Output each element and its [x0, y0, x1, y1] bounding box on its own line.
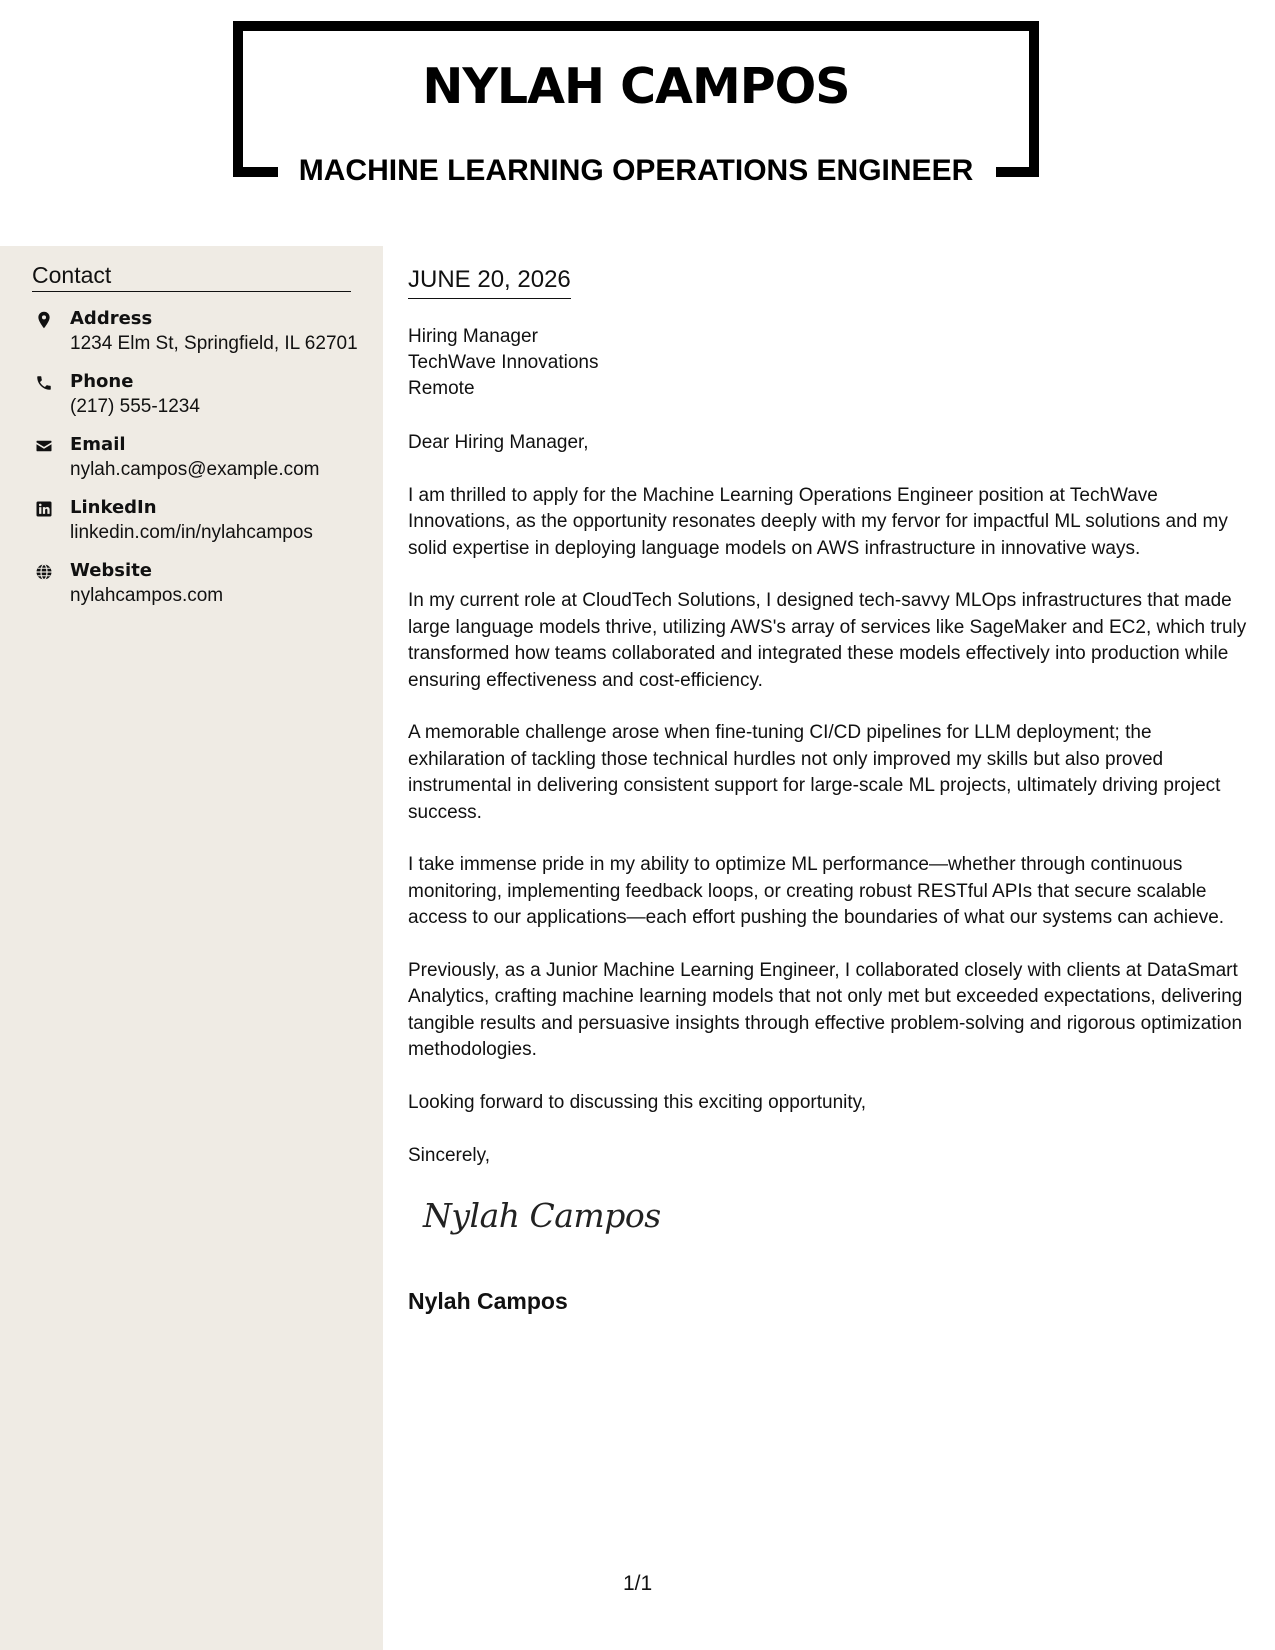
- letter-paragraph: I take immense pride in my ability to optimize ML performance—whether through continuous monitoring, implementing feedback loops, or creating robust RESTful APIs that secure scalable access to our applications—each effort pushing the boundaries of what our systems can achieve.: [408, 854, 1225, 928]
- letter-paragraph: In my current role at CloudTech Solutions, I designed tech-savvy MLOps infrastructures that made large language models thrive, utilizing AWS's array of services like SageMaker and EC2, which truly transformed how teams collaborated and integrated these models effectively into production while ensuring effectiveness and cost-efficiency.: [408, 590, 1247, 691]
- recipient-name: Hiring Manager: [408, 326, 538, 347]
- job-title: MACHINE LEARNING OPERATIONS ENGINEER: [298, 154, 974, 187]
- signer-name: Nylah Campos: [408, 1288, 568, 1314]
- envelope-icon: [35, 437, 53, 455]
- applicant-name: NYLAH CAMPOS: [422, 58, 850, 115]
- page-number: 1/1: [623, 1572, 653, 1595]
- letter-date: JUNE 20, 2026: [408, 266, 571, 299]
- contact-label: Phone: [70, 371, 134, 392]
- contact-email-value[interactable]: nylah.campos@example.com: [70, 459, 320, 480]
- contact-phone-value: (217) 555-1234: [70, 396, 200, 417]
- contact-website-value[interactable]: nylahcampos.com: [70, 585, 224, 606]
- letter-paragraph: Previously, as a Junior Machine Learning Engineer, I collaborated closely with clients at DataSmart Analytics, crafting machine learning models that not only met but exceeded expectations, delivering tangible results and persuasive insights through effective problem-solving and rigorous optimization methodologies.: [408, 959, 1243, 1060]
- letter-paragraph: A memorable challenge arose when fine-tuning CI/CD pipelines for LLM deployment; the exhilaration of tackling those technical hurdles not only improved my skills but also proved instrumental in delivering consistent support for large-scale ML projects, ultimately driving project success.: [408, 722, 1221, 823]
- contact-label: Website: [70, 560, 153, 581]
- recipient-location: Remote: [408, 378, 475, 399]
- phone-icon: [35, 374, 53, 392]
- contact-address-value: 1234 Elm St, Springfield, IL 62701: [70, 333, 358, 354]
- sign-off: Sincerely,: [408, 1145, 491, 1166]
- linkedin-icon: [35, 500, 53, 518]
- contact-label: LinkedIn: [70, 497, 157, 518]
- recipient-company: TechWave Innovations: [408, 352, 599, 373]
- letter-greeting: Dear Hiring Manager,: [408, 432, 589, 453]
- letter-paragraph: I am thrilled to apply for the Machine Learning Operations Engineer position at TechWave Innovations, as the opportunity resonates deeply with my fervor for impactful ML solutions and my solid expertise in deploying language models on AWS infrastructure in innovative ways.: [408, 484, 1228, 559]
- handwritten-signature: Nylah Campos: [423, 1196, 661, 1235]
- letter-closing-line: Looking forward to discussing this exciting opportunity,: [408, 1091, 867, 1113]
- contact-linkedin-value[interactable]: linkedin.com/in/nylahcampos: [70, 522, 313, 543]
- contact-heading: Contact: [32, 262, 351, 292]
- globe-icon: [35, 563, 53, 581]
- contact-label: Address: [70, 308, 153, 329]
- contact-sidebar: [0, 246, 383, 1650]
- map-pin-icon: [35, 311, 53, 329]
- contact-label: Email: [70, 434, 126, 455]
- recipient-block: [408, 324, 598, 402]
- letter-body: [408, 430, 1248, 1142]
